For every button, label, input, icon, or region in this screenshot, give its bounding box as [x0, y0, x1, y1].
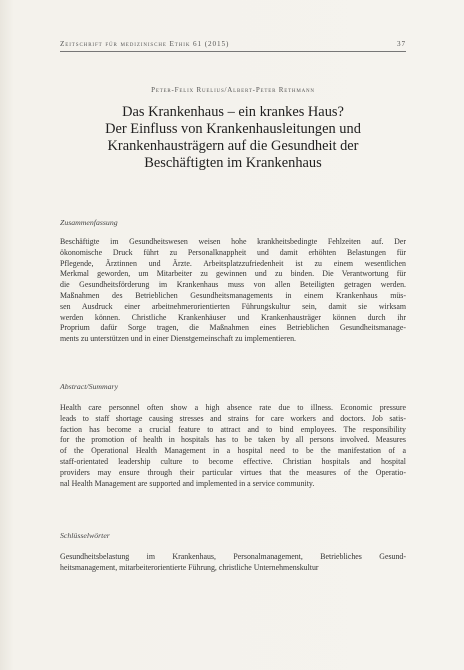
text-line: sen Ausdruck einer arbeitnehmerorientierten Führungskultur sein, damit sie wirksam [60, 301, 406, 311]
summary-de-heading: Zusammenfassung [60, 218, 118, 227]
running-header [60, 40, 406, 48]
header-rule [60, 51, 406, 52]
article-authors: Peter-Felix Ruelius/Albert-Peter Rethmann [151, 86, 315, 94]
page-number: 37 [397, 40, 406, 48]
summary-en-text [60, 403, 406, 489]
summary-de-text [60, 237, 406, 345]
text-line: Gesundheitsbelastung im Krankenhaus, Personalmanagement, Betriebliches Gesund- [60, 552, 406, 561]
text-line: heitsmanagement, mitarbeiterorientierte Führung, christliche Unternehmenskultur [60, 562, 319, 572]
text-line: die Gesundheitsförderung im Krankenhaus muss von allen Beteiligten getragen werden. [60, 280, 406, 290]
title-line: Der Einfluss von Krankenhausleitungen und [105, 121, 361, 137]
text-line: faction has become a crucial feature to attract and to bind employees. The responsibility [60, 424, 406, 434]
journal-citation: Zeitschrift für medizinische Ethik 61 (2015) [60, 40, 230, 48]
text-line: werden können. Christliche Krankenhäuser und Krankenhausträger können durch ihr [60, 312, 406, 322]
text-line: Beschäftigte im Gesundheitswesen weisen hohe krankheitsbedingte Fehlzeiten auf. Der [60, 237, 406, 246]
text-line: ments zu unterstützen und in einer Dienstgemeinschaft zu implementieren. [60, 334, 296, 344]
keywords-heading: Schlüsselwörter [60, 531, 110, 540]
text-line: leads to staff shortage causing stresses and strains for care workers and doctors. Job satis- [60, 413, 406, 423]
text-line: staff-orientated leadership culture to become effective. Christian hospitals and hospital [60, 456, 406, 466]
text-line: for the promotion of health in hospitals has to be taken by all persons involved. Measures [60, 435, 406, 445]
text-line: of the Operational Health Management in a hospital need to be the manifestation of a [60, 446, 406, 456]
text-line: nal Health Management are supported and implemented in a service community. [60, 478, 315, 488]
summary-en-heading: Abstract/Summary [60, 382, 119, 391]
text-line: providers may ensure through their particular virtues that the measures of the Operatio- [60, 467, 406, 477]
text-line: ökonomische Druck führt zu Personalknappheit und damit erhöhten Belastungen für [60, 247, 406, 257]
text-line: Pflegende, Ärztinnen und Ärzte. Arbeitsplatzzufriedenheit ist zu einem wesentlichen [60, 258, 406, 268]
article-title [60, 104, 406, 172]
keywords-text [60, 552, 406, 574]
text-line: Maßnahmen des Betrieblichen Gesundheitsmanagements in einem Krankenhaus müs- [60, 290, 406, 300]
title-line: Krankenhausträgern auf die Gesundheit der [107, 138, 359, 154]
title-line: Beschäftigten im Krankenhaus [144, 155, 322, 171]
text-line: Merkmal geworden, um Mitarbeiter zu gewinnen und zu binden. Die Verantwortung für [60, 269, 406, 279]
text-line: Proprium dafür Sorge tragen, die Maßnahmen eines Betrieblichen Gesundheitsmanage- [60, 323, 406, 333]
text-line: Health care personnel often show a high absence rate due to illness. Economic pressure [60, 403, 406, 412]
title-line: Das Krankenhaus – ein krankes Haus? [122, 104, 344, 120]
